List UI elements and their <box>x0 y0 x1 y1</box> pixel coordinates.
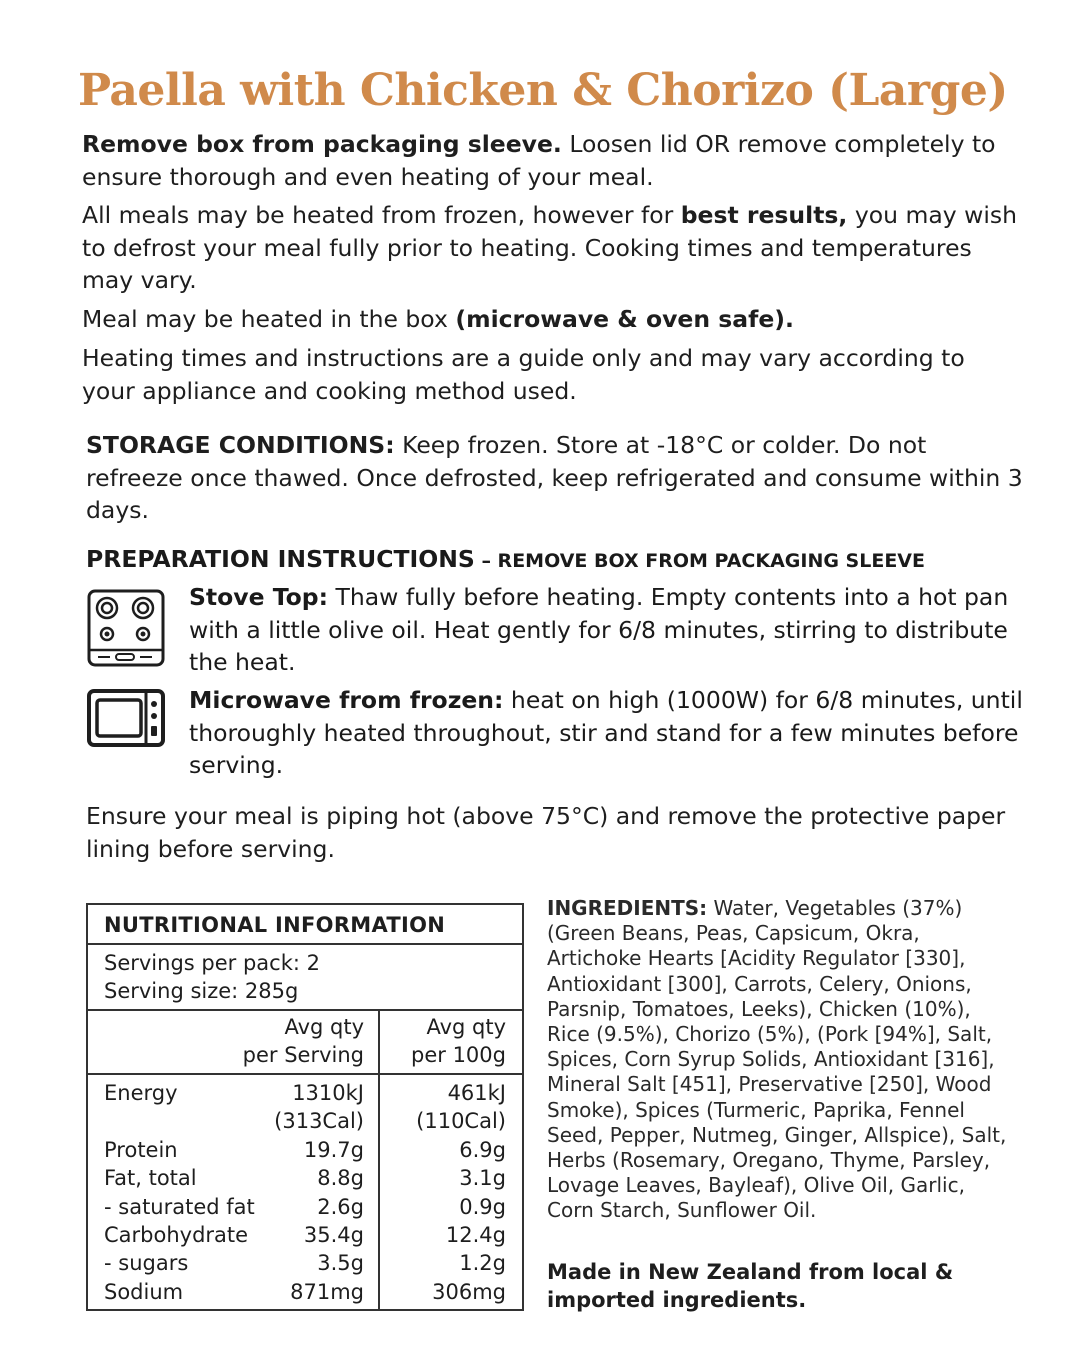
preparation-heading <box>86 543 1046 577</box>
intro-text: All meals may be heated from frozen, however for <box>82 201 681 229</box>
col-header-100g-2: per 100g <box>411 1043 506 1067</box>
nutrient-per-100g: 461kJ <box>447 1081 506 1105</box>
nutrient-per-serving: (313Cal) <box>274 1109 364 1134</box>
col-header-serving-1: Avg qty <box>284 1015 364 1039</box>
microwave-label: Microwave from frozen: <box>189 686 504 714</box>
serving-size: Serving size: 285g <box>104 979 299 1003</box>
intro-paragraph-2 <box>82 199 1022 297</box>
storage-conditions <box>86 429 1026 527</box>
intro-text: Meal may be heated in the box <box>82 305 456 333</box>
nutrient-per-serving: 35.4g <box>303 1223 364 1247</box>
nutrient-per-100g: 3.1g <box>459 1166 506 1191</box>
stove-top-label: Stove Top: <box>189 583 329 611</box>
nutrient-label: Carbohydrate <box>104 1223 249 1247</box>
nutrient-label: Protein <box>104 1137 178 1162</box>
intro-paragraph-1 <box>82 128 1022 193</box>
intro-text: Loosen lid OR remove completely to ensure thorough and even heating of your meal. <box>82 130 996 191</box>
stove-top-text: Thaw fully before heating. Empty contents into a hot pan with a little olive oil. Heat gently for 6/8 minutes, stirring to distribute the heat. <box>189 583 1009 676</box>
intro-text: you may wish to defrost your meal fully prior to heating. Cooking times and temperatures may vary. <box>82 201 1018 294</box>
servings-per-pack: Servings per pack: 2 <box>104 951 320 975</box>
nutrient-per-serving: 871mg <box>290 1279 364 1304</box>
stove-top-icon <box>86 588 166 668</box>
nutrition-heading: NUTRITIONAL INFORMATION <box>104 913 446 937</box>
nutrient-per-serving: 8.8g <box>317 1166 364 1191</box>
nutrient-per-100g: 0.9g <box>459 1194 506 1219</box>
storage-heading: STORAGE CONDITIONS: <box>86 431 395 459</box>
storage-text: Keep frozen. Store at -18°C or colder. Do not refreeze once thawed. Once defrosted, keep refrigerated and consume within 3 days. <box>86 431 1023 524</box>
nutrient-per-serving: 2.6g <box>317 1194 364 1219</box>
nutrient-per-serving: 19.7g <box>303 1137 364 1162</box>
nutrient-label: Fat, total <box>104 1166 197 1191</box>
ingredients-label: INGREDIENTS: <box>547 896 708 920</box>
serving-note: Ensure your meal is piping hot (above 75°C) and remove the protective paper lining before serving. <box>86 802 1006 863</box>
ingredients-text: Water, Vegetables (37%) (Green Beans, Peas, Capsicum, Okra, Artichoke Hearts [Acidity Regulator [330], Antioxidant [300], Carrots, Celery, Onions, Parsnip, Tomatoes, Leeks), Chicken (10%), Rice (9.5%), Chorizo (5%), (Pork [94%], Salt, Spices, Corn Syrup Solids, Antioxidant [316], Mineral Salt [451], Preservative [250], Wood Smoke), Spices (Turmeric, Paprika, Fennel Seed, Pepper, Nutmeg, Ginger, Allspice), Salt, Herbs (Rosemary, Oregano, Thyme, Parsley, Lovage Leaves, Bayleaf), Olive Oil, Garlic, Corn Starch, Sunflower Oil. <box>547 896 1007 1223</box>
nutrient-per-100g: 1.2g <box>459 1251 506 1276</box>
microwave-icon <box>86 688 166 750</box>
preparation-subtitle: – REMOVE BOX FROM PACKAGING SLEEVE <box>474 550 925 572</box>
nutrient-label: Sodium <box>104 1279 184 1304</box>
intro-bold-instruction: Remove box from packaging sleeve. <box>82 130 562 158</box>
nutrient-per-100g: 6.9g <box>459 1137 506 1162</box>
microwave-instructions <box>189 684 1049 782</box>
microwave-text: heat on high (1000W) for 6/8 minutes, until thoroughly heated throughout, stir and stand for a few minutes before serving. <box>189 686 1023 779</box>
nutrient-label: - saturated fat <box>104 1194 255 1219</box>
nutrient-label: - sugars <box>104 1251 189 1276</box>
nutrient-per-100g: 12.4g <box>445 1223 506 1247</box>
col-header-serving-2: per Serving <box>242 1043 364 1067</box>
nutrition-table <box>86 903 524 1311</box>
nutrient-per-serving: 1310kJ <box>292 1081 364 1105</box>
page-title: Paella with Chicken & Chorizo (Large) <box>78 65 1008 116</box>
intro-paragraph-3 <box>82 303 1022 336</box>
nutrient-per-100g: (110Cal) <box>416 1109 506 1134</box>
stove-top-instructions <box>189 581 1049 679</box>
nutrient-per-100g: 306mg <box>432 1279 506 1304</box>
nutrient-per-serving: 3.5g <box>317 1251 364 1276</box>
intro-paragraph-4: Heating times and instructions are a guide only and may vary according to your appliance and cooking method used. <box>82 344 965 405</box>
intro-bold-text: (microwave & oven safe). <box>455 305 794 333</box>
preparation-title: PREPARATION INSTRUCTIONS <box>86 545 475 573</box>
intro-bold-text: best results, <box>680 201 848 229</box>
nutrient-label: Energy <box>104 1081 178 1105</box>
col-header-100g-1: Avg qty <box>426 1015 506 1039</box>
ingredients-list <box>547 896 1017 1224</box>
origin-statement: Made in New Zealand from local & imported ingredients. <box>547 1260 954 1312</box>
